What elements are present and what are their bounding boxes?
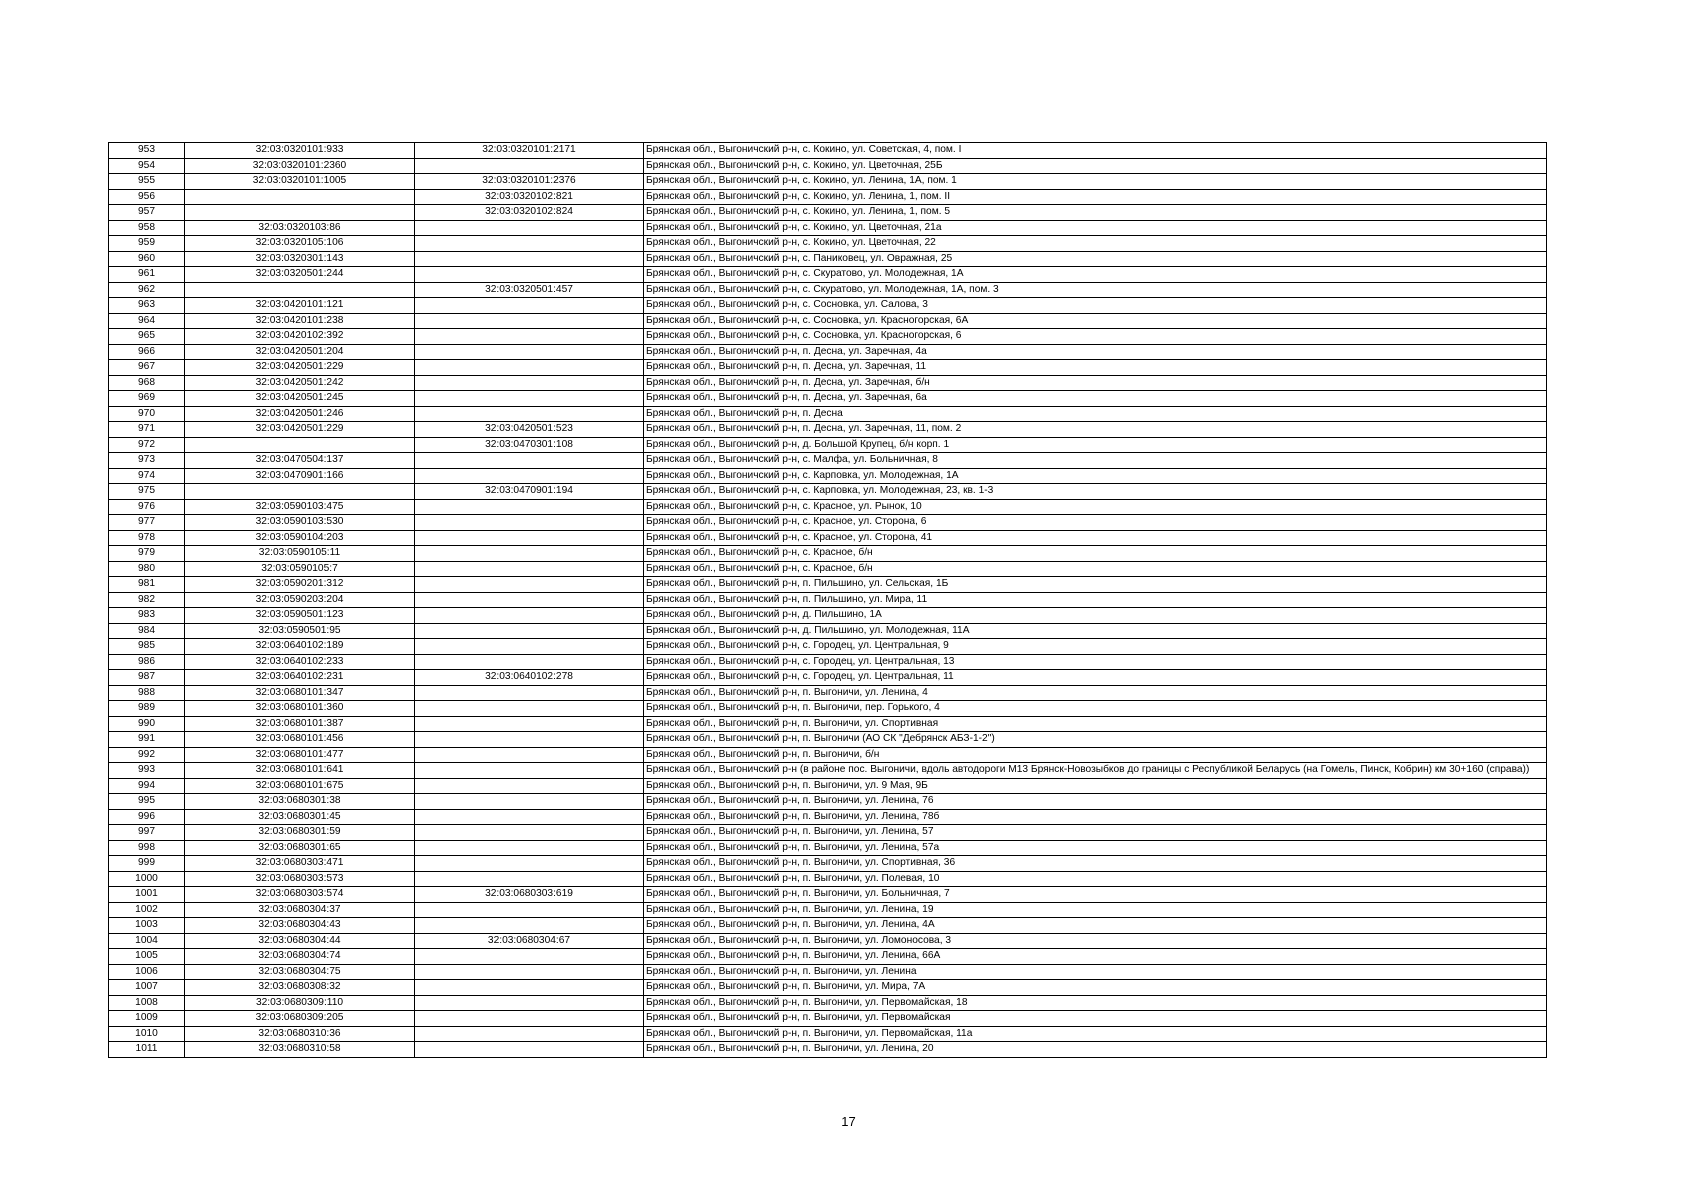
related-cadastral-number-cell: 32:03:0320102:821	[415, 189, 644, 205]
cadastral-number-cell: 32:03:0590501:123	[185, 608, 415, 624]
cadastral-number-cell: 32:03:0680304:37	[185, 902, 415, 918]
cadastral-number-cell: 32:03:0680304:74	[185, 949, 415, 965]
address-cell: Брянская обл., Выгоничский р-н, п. Выгоничи, ул. Ленина, 57	[644, 825, 1547, 841]
address-cell: Брянская обл., Выгоничский р-н, п. Выгоничи, ул. Больничная, 7	[644, 887, 1547, 903]
related-cadastral-number-cell	[415, 840, 644, 856]
table-row	[109, 639, 1547, 655]
table-row	[109, 809, 1547, 825]
cadastral-number-cell: 32:03:0680101:675	[185, 778, 415, 794]
address-cell: Брянская обл., Выгоничский р-н, п. Десна, ул. Заречная, б/н	[644, 375, 1547, 391]
address-cell: Брянская обл., Выгоничский р-н, п. Выгоничи, ул. Первомайская, 11а	[644, 1026, 1547, 1042]
address-cell: Брянская обл., Выгоничский р-н, п. Выгоничи, ул. Первомайская, 18	[644, 995, 1547, 1011]
cadastral-number-cell: 32:03:0590103:530	[185, 515, 415, 531]
table-row	[109, 778, 1547, 794]
table-row	[109, 344, 1547, 360]
cadastral-number-cell	[185, 189, 415, 205]
address-cell: Брянская обл., Выгоничский р-н, п. Выгоничи, ул. Полевая, 10	[644, 871, 1547, 887]
address-cell: Брянская обл., Выгоничский р-н, с. Кокино, ул. Цветочная, 22	[644, 236, 1547, 252]
row-number-cell: 954	[109, 158, 185, 174]
table-row	[109, 980, 1547, 996]
row-number-cell: 1000	[109, 871, 185, 887]
cadastral-number-cell: 32:03:0680301:59	[185, 825, 415, 841]
row-number-cell: 996	[109, 809, 185, 825]
cadastral-number-cell: 32:03:0640102:233	[185, 654, 415, 670]
row-number-cell: 993	[109, 763, 185, 779]
related-cadastral-number-cell	[415, 918, 644, 934]
table-row	[109, 763, 1547, 779]
address-cell: Брянская обл., Выгоничский р-н, с. Сосновка, ул. Красногорская, 6	[644, 329, 1547, 345]
address-cell: Брянская обл., Выгоничский р-н, с. Кокино, ул. Ленина, 1, пом. II	[644, 189, 1547, 205]
address-cell: Брянская обл., Выгоничский р-н, п. Выгоничи, ул. Ленина, 57а	[644, 840, 1547, 856]
cadastral-number-cell: 32:03:0680308:32	[185, 980, 415, 996]
registry-table-body	[109, 143, 1547, 1058]
row-number-cell: 1002	[109, 902, 185, 918]
cadastral-number-cell: 32:03:0680309:110	[185, 995, 415, 1011]
cadastral-number-cell: 32:03:0680101:360	[185, 701, 415, 717]
cadastral-number-cell: 32:03:0420501:229	[185, 422, 415, 438]
table-row	[109, 654, 1547, 670]
address-cell: Брянская обл., Выгоничский р-н, п. Выгоничи, ул. Ленина	[644, 964, 1547, 980]
table-row	[109, 360, 1547, 376]
cadastral-number-cell: 32:03:0320101:1005	[185, 174, 415, 190]
cadastral-number-cell: 32:03:0680301:65	[185, 840, 415, 856]
cadastral-number-cell: 32:03:0420501:242	[185, 375, 415, 391]
row-number-cell: 989	[109, 701, 185, 717]
cadastral-number-cell: 32:03:0680310:36	[185, 1026, 415, 1042]
row-number-cell: 970	[109, 406, 185, 422]
address-cell: Брянская обл., Выгоничский р-н, д. Большой Крупец, б/н корп. 1	[644, 437, 1547, 453]
address-cell: Брянская обл., Выгоничский р-н, с. Скуратово, ул. Молодежная, 1А, пом. 3	[644, 282, 1547, 298]
cadastral-number-cell: 32:03:0680301:45	[185, 809, 415, 825]
related-cadastral-number-cell	[415, 592, 644, 608]
cadastral-number-cell: 32:03:0320101:2360	[185, 158, 415, 174]
related-cadastral-number-cell	[415, 980, 644, 996]
row-number-cell: 1008	[109, 995, 185, 1011]
address-cell: Брянская обл., Выгоничский р-н, п. Выгоничи, б/н	[644, 747, 1547, 763]
row-number-cell: 975	[109, 484, 185, 500]
row-number-cell: 1006	[109, 964, 185, 980]
table-row	[109, 747, 1547, 763]
row-number-cell: 990	[109, 716, 185, 732]
row-number-cell: 992	[109, 747, 185, 763]
cadastral-number-cell: 32:03:0420501:229	[185, 360, 415, 376]
related-cadastral-number-cell	[415, 344, 644, 360]
table-row	[109, 174, 1547, 190]
row-number-cell: 980	[109, 561, 185, 577]
table-row	[109, 546, 1547, 562]
row-number-cell: 988	[109, 685, 185, 701]
address-cell: Брянская обл., Выгоничский р-н, с. Городец, ул. Центральная, 13	[644, 654, 1547, 670]
row-number-cell: 1011	[109, 1042, 185, 1058]
address-cell: Брянская обл., Выгоничский р-н, п. Выгоничи, ул. Ленина, 78б	[644, 809, 1547, 825]
row-number-cell: 1001	[109, 887, 185, 903]
address-cell: Брянская обл., Выгоничский р-н, с. Городец, ул. Центральная, 11	[644, 670, 1547, 686]
table-row	[109, 298, 1547, 314]
table-row	[109, 1011, 1547, 1027]
row-number-cell: 953	[109, 143, 185, 159]
related-cadastral-number-cell	[415, 1042, 644, 1058]
row-number-cell: 974	[109, 468, 185, 484]
row-number-cell: 978	[109, 530, 185, 546]
table-row	[109, 871, 1547, 887]
address-cell: Брянская обл., Выгоничский р-н, с. Красное, ул. Рынок, 10	[644, 499, 1547, 515]
table-row	[109, 1026, 1547, 1042]
cadastral-number-cell: 32:03:0590203:204	[185, 592, 415, 608]
row-number-cell: 983	[109, 608, 185, 624]
address-cell: Брянская обл., Выгоничский р-н, п. Десна, ул. Заречная, 6а	[644, 391, 1547, 407]
address-cell: Брянская обл., Выгоничский р-н, д. Пильшино, ул. Молодежная, 11А	[644, 623, 1547, 639]
address-cell: Брянская обл., Выгоничский р-н, п. Выгоничи, ул. Спортивная	[644, 716, 1547, 732]
table-row	[109, 685, 1547, 701]
related-cadastral-number-cell	[415, 732, 644, 748]
related-cadastral-number-cell	[415, 716, 644, 732]
address-cell: Брянская обл., Выгоничский р-н, п. Пильшино, ул. Сельская, 1Б	[644, 577, 1547, 593]
related-cadastral-number-cell	[415, 251, 644, 267]
cadastral-number-cell: 32:03:0680101:641	[185, 763, 415, 779]
cadastral-number-cell: 32:03:0680304:43	[185, 918, 415, 934]
address-cell: Брянская обл., Выгоничский р-н, п. Выгоничи, ул. Ленина, 20	[644, 1042, 1547, 1058]
address-cell: Брянская обл., Выгоничский р-н, с. Кокино, ул. Цветочная, 21а	[644, 220, 1547, 236]
address-cell: Брянская обл., Выгоничский р-н, с. Кокино, ул. Цветочная, 25Б	[644, 158, 1547, 174]
table-row	[109, 887, 1547, 903]
address-cell: Брянская обл., Выгоничский р-н, п. Десна, ул. Заречная, 11, пом. 2	[644, 422, 1547, 438]
address-cell: Брянская обл., Выгоничский р-н, с. Малфа, ул. Больничная, 8	[644, 453, 1547, 469]
row-number-cell: 1007	[109, 980, 185, 996]
table-row	[109, 158, 1547, 174]
row-number-cell: 971	[109, 422, 185, 438]
related-cadastral-number-cell	[415, 453, 644, 469]
cadastral-number-cell: 32:03:0590105:7	[185, 561, 415, 577]
address-cell: Брянская обл., Выгоничский р-н, с. Городец, ул. Центральная, 9	[644, 639, 1547, 655]
related-cadastral-number-cell	[415, 220, 644, 236]
row-number-cell: 1004	[109, 933, 185, 949]
table-row	[109, 918, 1547, 934]
row-number-cell: 995	[109, 794, 185, 810]
table-row	[109, 577, 1547, 593]
table-row	[109, 701, 1547, 717]
cadastral-number-cell: 32:03:0680304:44	[185, 933, 415, 949]
related-cadastral-number-cell: 32:03:0420501:523	[415, 422, 644, 438]
address-cell: Брянская обл., Выгоничский р-н, с. Сосновка, ул. Красногорская, 6А	[644, 313, 1547, 329]
table-row	[109, 220, 1547, 236]
cadastral-number-cell: 32:03:0680101:347	[185, 685, 415, 701]
related-cadastral-number-cell	[415, 313, 644, 329]
cadastral-number-cell: 32:03:0320101:933	[185, 143, 415, 159]
table-row	[109, 329, 1547, 345]
table-row	[109, 406, 1547, 422]
cadastral-number-cell: 32:03:0420102:392	[185, 329, 415, 345]
cadastral-number-cell: 32:03:0420501:246	[185, 406, 415, 422]
address-cell: Брянская обл., Выгоничский р-н, с. Красное, б/н	[644, 561, 1547, 577]
table-row	[109, 515, 1547, 531]
cadastral-number-cell: 32:03:0320105:106	[185, 236, 415, 252]
row-number-cell: 1003	[109, 918, 185, 934]
table-row	[109, 453, 1547, 469]
cadastral-number-cell: 32:03:0470901:166	[185, 468, 415, 484]
address-cell: Брянская обл., Выгоничский р-н, д. Пильшино, 1А	[644, 608, 1547, 624]
row-number-cell: 955	[109, 174, 185, 190]
row-number-cell: 994	[109, 778, 185, 794]
table-row	[109, 794, 1547, 810]
cadastral-number-cell: 32:03:0320501:244	[185, 267, 415, 283]
related-cadastral-number-cell	[415, 298, 644, 314]
address-cell: Брянская обл., Выгоничский р-н, п. Десна, ул. Заречная, 11	[644, 360, 1547, 376]
table-row	[109, 608, 1547, 624]
address-cell: Брянская обл., Выгоничский р-н, п. Выгоничи, ул. Ленина, 4А	[644, 918, 1547, 934]
table-row	[109, 1042, 1547, 1058]
address-cell: Брянская обл., Выгоничский р-н, п. Выгоничи, ул. Ломоносова, 3	[644, 933, 1547, 949]
cadastral-number-cell: 32:03:0680101:387	[185, 716, 415, 732]
row-number-cell: 961	[109, 267, 185, 283]
row-number-cell: 967	[109, 360, 185, 376]
related-cadastral-number-cell	[415, 530, 644, 546]
related-cadastral-number-cell	[415, 949, 644, 965]
table-row	[109, 949, 1547, 965]
related-cadastral-number-cell	[415, 1026, 644, 1042]
cadastral-number-cell: 32:03:0680101:477	[185, 747, 415, 763]
cadastral-number-cell: 32:03:0420101:238	[185, 313, 415, 329]
cadastral-number-cell: 32:03:0590501:95	[185, 623, 415, 639]
address-cell: Брянская обл., Выгоничский р-н, с. Красное, б/н	[644, 546, 1547, 562]
row-number-cell: 962	[109, 282, 185, 298]
related-cadastral-number-cell	[415, 778, 644, 794]
cadastral-number-cell: 32:03:0320301:143	[185, 251, 415, 267]
related-cadastral-number-cell	[415, 964, 644, 980]
table-row	[109, 825, 1547, 841]
table-row	[109, 267, 1547, 283]
table-row	[109, 933, 1547, 949]
page-number: 17	[841, 1114, 856, 1129]
address-cell: Брянская обл., Выгоничский р-н, с. Красное, ул. Сторона, 6	[644, 515, 1547, 531]
row-number-cell: 963	[109, 298, 185, 314]
related-cadastral-number-cell	[415, 763, 644, 779]
cadastral-number-cell	[185, 282, 415, 298]
table-row	[109, 391, 1547, 407]
row-number-cell: 968	[109, 375, 185, 391]
address-cell: Брянская обл., Выгоничский р-н, с. Кокино, ул. Советская, 4, пом. I	[644, 143, 1547, 159]
related-cadastral-number-cell	[415, 329, 644, 345]
address-cell: Брянская обл., Выгоничский р-н, п. Десна	[644, 406, 1547, 422]
address-cell: Брянская обл., Выгоничский р-н, с. Кокино, ул. Ленина, 1А, пом. 1	[644, 174, 1547, 190]
row-number-cell: 964	[109, 313, 185, 329]
table-row	[109, 856, 1547, 872]
cadastral-number-cell: 32:03:0680301:38	[185, 794, 415, 810]
table-row	[109, 530, 1547, 546]
address-cell: Брянская обл., Выгоничский р-н, п. Пильшино, ул. Мира, 11	[644, 592, 1547, 608]
cadastral-number-cell: 32:03:0680303:471	[185, 856, 415, 872]
related-cadastral-number-cell	[415, 608, 644, 624]
cadastral-number-cell	[185, 484, 415, 500]
row-number-cell: 977	[109, 515, 185, 531]
row-number-cell: 976	[109, 499, 185, 515]
table-row	[109, 484, 1547, 500]
table-row	[109, 375, 1547, 391]
row-number-cell: 958	[109, 220, 185, 236]
table-row	[109, 282, 1547, 298]
address-cell: Брянская обл., Выгоничский р-н, п. Выгоничи, ул. Мира, 7А	[644, 980, 1547, 996]
related-cadastral-number-cell	[415, 871, 644, 887]
row-number-cell: 986	[109, 654, 185, 670]
cadastral-number-cell	[185, 437, 415, 453]
cadastral-number-cell: 32:03:0470504:137	[185, 453, 415, 469]
row-number-cell: 984	[109, 623, 185, 639]
related-cadastral-number-cell	[415, 267, 644, 283]
related-cadastral-number-cell	[415, 515, 644, 531]
row-number-cell: 999	[109, 856, 185, 872]
address-cell: Брянская обл., Выгоничский р-н, п. Выгоничи, ул. Ленина, 66А	[644, 949, 1547, 965]
table-row	[109, 236, 1547, 252]
related-cadastral-number-cell	[415, 360, 644, 376]
table-row	[109, 561, 1547, 577]
cadastral-number-cell: 32:03:0680101:456	[185, 732, 415, 748]
row-number-cell: 981	[109, 577, 185, 593]
row-number-cell: 997	[109, 825, 185, 841]
cadastral-number-cell: 32:03:0640102:231	[185, 670, 415, 686]
address-cell: Брянская обл., Выгоничский р-н, с. Сосновка, ул. Салова, 3	[644, 298, 1547, 314]
cadastral-number-cell: 32:03:0680304:75	[185, 964, 415, 980]
row-number-cell: 1005	[109, 949, 185, 965]
row-number-cell: 987	[109, 670, 185, 686]
row-number-cell: 985	[109, 639, 185, 655]
related-cadastral-number-cell	[415, 577, 644, 593]
related-cadastral-number-cell	[415, 236, 644, 252]
row-number-cell: 979	[109, 546, 185, 562]
related-cadastral-number-cell	[415, 995, 644, 1011]
related-cadastral-number-cell: 32:03:0470901:194	[415, 484, 644, 500]
related-cadastral-number-cell	[415, 639, 644, 655]
related-cadastral-number-cell	[415, 654, 644, 670]
address-cell: Брянская обл., Выгоничский р-н, п. Выгоничи, ул. Ленина, 4	[644, 685, 1547, 701]
row-number-cell: 972	[109, 437, 185, 453]
cadastral-number-cell: 32:03:0590105:11	[185, 546, 415, 562]
address-cell: Брянская обл., Выгоничский р-н, с. Карповка, ул. Молодежная, 23, кв. 1-3	[644, 484, 1547, 500]
row-number-cell: 973	[109, 453, 185, 469]
related-cadastral-number-cell	[415, 546, 644, 562]
table-row	[109, 422, 1547, 438]
table-row	[109, 732, 1547, 748]
related-cadastral-number-cell: 32:03:0680303:619	[415, 887, 644, 903]
related-cadastral-number-cell: 32:03:0680304:67	[415, 933, 644, 949]
related-cadastral-number-cell	[415, 1011, 644, 1027]
table-row	[109, 468, 1547, 484]
related-cadastral-number-cell	[415, 809, 644, 825]
cadastral-number-cell: 32:03:0590103:475	[185, 499, 415, 515]
table-row	[109, 902, 1547, 918]
cadastral-number-cell: 32:03:0420501:204	[185, 344, 415, 360]
cadastral-number-cell: 32:03:0640102:189	[185, 639, 415, 655]
table-row	[109, 623, 1547, 639]
cadastral-number-cell	[185, 205, 415, 221]
table-row	[109, 437, 1547, 453]
row-number-cell: 966	[109, 344, 185, 360]
table-row	[109, 143, 1547, 159]
registry-table	[108, 142, 1547, 1058]
address-cell: Брянская обл., Выгоничский р-н, п. Выгоничи, ул. 9 Мая, 9Б	[644, 778, 1547, 794]
cadastral-number-cell: 32:03:0420101:121	[185, 298, 415, 314]
table-row	[109, 189, 1547, 205]
table-row	[109, 313, 1547, 329]
address-cell: Брянская обл., Выгоничский р-н, п. Выгоничи, пер. Горького, 4	[644, 701, 1547, 717]
row-number-cell: 991	[109, 732, 185, 748]
related-cadastral-number-cell	[415, 375, 644, 391]
related-cadastral-number-cell	[415, 902, 644, 918]
row-number-cell: 1009	[109, 1011, 185, 1027]
address-cell: Брянская обл., Выгоничский р-н, с. Скуратово, ул. Молодежная, 1А	[644, 267, 1547, 283]
related-cadastral-number-cell	[415, 747, 644, 763]
row-number-cell: 959	[109, 236, 185, 252]
cadastral-number-cell: 32:03:0590201:312	[185, 577, 415, 593]
related-cadastral-number-cell: 32:03:0320501:457	[415, 282, 644, 298]
related-cadastral-number-cell	[415, 468, 644, 484]
table-row	[109, 964, 1547, 980]
row-number-cell: 998	[109, 840, 185, 856]
related-cadastral-number-cell: 32:03:0640102:278	[415, 670, 644, 686]
cadastral-number-cell: 32:03:0590104:203	[185, 530, 415, 546]
row-number-cell: 982	[109, 592, 185, 608]
table-row	[109, 995, 1547, 1011]
row-number-cell: 957	[109, 205, 185, 221]
related-cadastral-number-cell	[415, 825, 644, 841]
related-cadastral-number-cell	[415, 794, 644, 810]
cadastral-number-cell: 32:03:0680303:574	[185, 887, 415, 903]
related-cadastral-number-cell: 32:03:0470301:108	[415, 437, 644, 453]
row-number-cell: 1010	[109, 1026, 185, 1042]
cadastral-number-cell: 32:03:0320103:86	[185, 220, 415, 236]
row-number-cell: 965	[109, 329, 185, 345]
related-cadastral-number-cell: 32:03:0320101:2171	[415, 143, 644, 159]
address-cell: Брянская обл., Выгоничский р-н, с. Красное, ул. Сторона, 41	[644, 530, 1547, 546]
table-row	[109, 840, 1547, 856]
address-cell: Брянская обл., Выгоничский р-н, п. Выгоничи, ул. Ленина, 19	[644, 902, 1547, 918]
related-cadastral-number-cell	[415, 685, 644, 701]
table-row	[109, 499, 1547, 515]
table-row	[109, 670, 1547, 686]
address-cell: Брянская обл., Выгоничский р-н, п. Выгоничи, ул. Первомайская	[644, 1011, 1547, 1027]
address-cell: Брянская обл., Выгоничский р-н, п. Десна, ул. Заречная, 4а	[644, 344, 1547, 360]
related-cadastral-number-cell	[415, 701, 644, 717]
address-cell: Брянская обл., Выгоничский р-н, п. Выгоничи, ул. Ленина, 76	[644, 794, 1547, 810]
related-cadastral-number-cell: 32:03:0320101:2376	[415, 174, 644, 190]
table-row	[109, 251, 1547, 267]
row-number-cell: 960	[109, 251, 185, 267]
related-cadastral-number-cell	[415, 406, 644, 422]
table-row	[109, 716, 1547, 732]
table-row	[109, 205, 1547, 221]
address-cell: Брянская обл., Выгоничский р-н, п. Выгоничи (АО СК "Дебрянск АБЗ-1-2")	[644, 732, 1547, 748]
address-cell: Брянская обл., Выгоничский р-н, с. Кокино, ул. Ленина, 1, пом. 5	[644, 205, 1547, 221]
address-cell: Брянская обл., Выгоничский р-н, с. Карповка, ул. Молодежная, 1А	[644, 468, 1547, 484]
table-row	[109, 592, 1547, 608]
related-cadastral-number-cell	[415, 623, 644, 639]
related-cadastral-number-cell	[415, 499, 644, 515]
related-cadastral-number-cell	[415, 856, 644, 872]
row-number-cell: 956	[109, 189, 185, 205]
related-cadastral-number-cell	[415, 561, 644, 577]
cadastral-number-cell: 32:03:0420501:245	[185, 391, 415, 407]
row-number-cell: 969	[109, 391, 185, 407]
cadastral-number-cell: 32:03:0680309:205	[185, 1011, 415, 1027]
address-cell: Брянская обл., Выгоничский р-н (в районе пос. Выгоничи, вдоль автодороги М13 Брянск-Новозыбков до границы с Республикой Беларусь (на Гомель, Пинск, Кобрин) км 30+160 (справа))	[644, 763, 1547, 779]
related-cadastral-number-cell	[415, 158, 644, 174]
address-cell: Брянская обл., Выгоничский р-н, п. Выгоничи, ул. Спортивная, 36	[644, 856, 1547, 872]
cadastral-number-cell: 32:03:0680303:573	[185, 871, 415, 887]
cadastral-number-cell: 32:03:0680310:58	[185, 1042, 415, 1058]
address-cell: Брянская обл., Выгоничский р-н, с. Паниковец, ул. Овражная, 25	[644, 251, 1547, 267]
related-cadastral-number-cell: 32:03:0320102:824	[415, 205, 644, 221]
related-cadastral-number-cell	[415, 391, 644, 407]
